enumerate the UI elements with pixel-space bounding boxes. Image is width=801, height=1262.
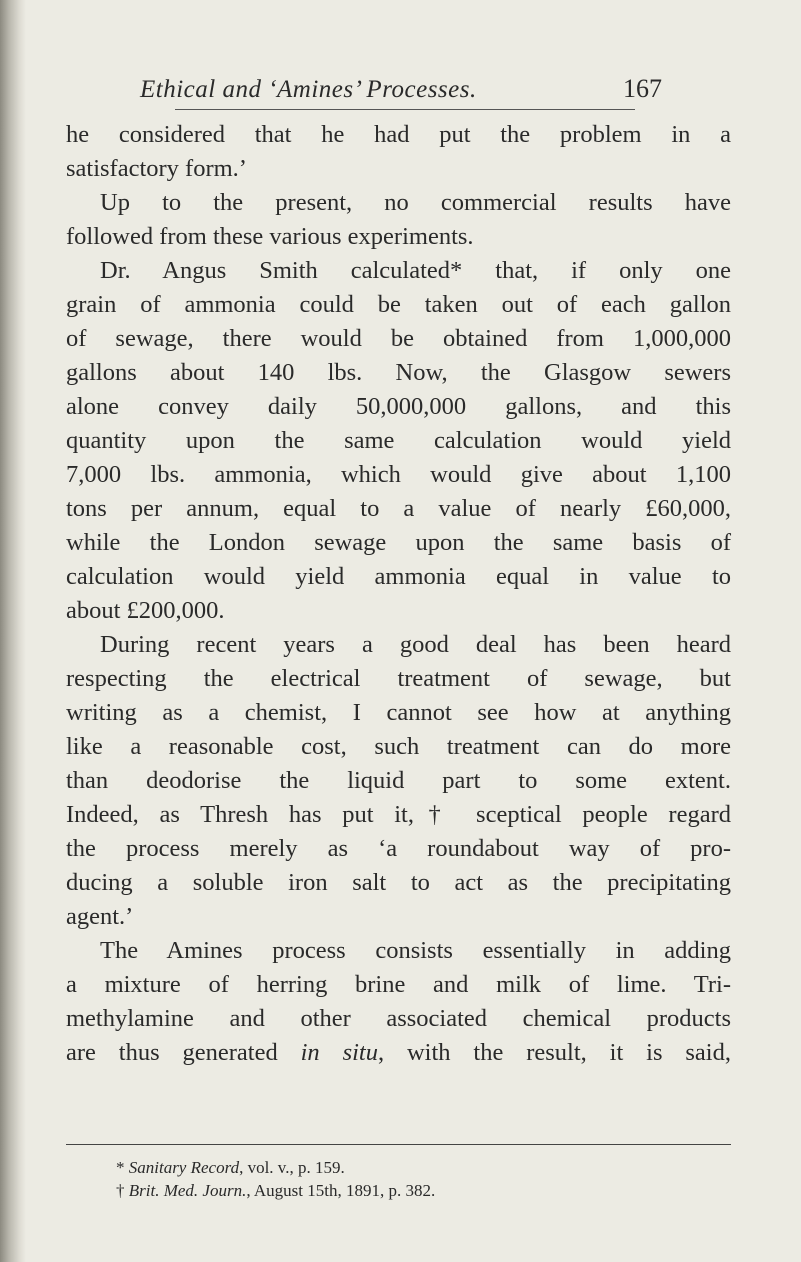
text-line: like a reasonable cost, such treatment can do more xyxy=(66,733,731,760)
text-line: of sewage, there would be obtained from 1,000,000 xyxy=(66,325,731,352)
footnote-2 xyxy=(116,1179,716,1202)
text-line: methylamine and other associated chemical products xyxy=(66,1005,731,1032)
italic-term: in situ xyxy=(300,1039,378,1066)
footnote-1 xyxy=(116,1156,716,1179)
text-line: 7,000 lbs. ammonia, which would give about 1,100 xyxy=(66,461,731,488)
text-line-part: , with the result, it is said, xyxy=(377,1039,731,1066)
text-line: calculation would yield ammonia equal in value to xyxy=(66,563,731,590)
footnote-rule xyxy=(66,1144,731,1145)
text-line: agent.’ xyxy=(66,903,134,930)
footnotes xyxy=(116,1156,716,1202)
text-line: Dr. Angus Smith calculated* that, if only one xyxy=(100,257,731,284)
footnote-detail: , August 15th, 1891, p. 382. xyxy=(246,1181,436,1200)
page-spine-shadow xyxy=(0,0,26,1262)
page-header xyxy=(0,72,801,112)
text-line: satisfactory form.’ xyxy=(66,155,247,182)
text-line: a mixture of herring brine and milk of lime. Tri- xyxy=(66,971,731,998)
page-number: 167 xyxy=(623,74,662,103)
text-line: grain of ammonia could be taken out of each gallon xyxy=(66,291,731,318)
text-line: followed from these various experiments. xyxy=(66,223,474,250)
footnote-mark: * xyxy=(116,1158,125,1177)
text-line-with-italic xyxy=(66,1036,731,1070)
text-line: alone convey daily 50,000,000 gallons, and this xyxy=(66,393,731,420)
text-line: he considered that he had put the problem in a xyxy=(66,121,731,148)
text-line: respecting the electrical treatment of sewage, but xyxy=(66,665,731,692)
text-line: writing as a chemist, I cannot see how at anything xyxy=(66,699,731,726)
text-line: while the London sewage upon the same basis of xyxy=(66,529,731,556)
footnote-source: Sanitary Record xyxy=(128,1158,240,1177)
body-text xyxy=(66,118,731,1070)
text-line: The Amines process consists essentially in adding xyxy=(100,937,731,964)
footnote-source: Brit. Med. Journ. xyxy=(128,1181,247,1200)
text-line: gallons about 140 lbs. Now, the Glasgow sewers xyxy=(66,359,731,386)
text-line: During recent years a good deal has been heard xyxy=(100,631,731,658)
running-head: Ethical and ‘Amines’ Processes. xyxy=(140,76,477,103)
text-line: about £200,000. xyxy=(66,597,225,624)
header-rule xyxy=(175,109,635,110)
text-line: Indeed, as Thresh has put it,† sceptical people regard xyxy=(66,801,731,828)
footnote-detail: , vol. v., p. 159. xyxy=(239,1158,345,1177)
footnote-mark: † xyxy=(116,1181,125,1200)
text-line: quantity upon the same calculation would yield xyxy=(66,427,731,454)
text-line: the process merely as ‘a roundabout way of pro- xyxy=(66,835,731,862)
text-line: Up to the present, no commercial results have xyxy=(100,189,731,216)
text-line-part: are thus generated xyxy=(66,1039,301,1066)
text-line: ducing a soluble iron salt to act as the precipitating xyxy=(66,869,731,896)
text-line: tons per annum, equal to a value of nearly £60,000, xyxy=(66,495,731,522)
text-line: than deodorise the liquid part to some extent. xyxy=(66,767,731,794)
